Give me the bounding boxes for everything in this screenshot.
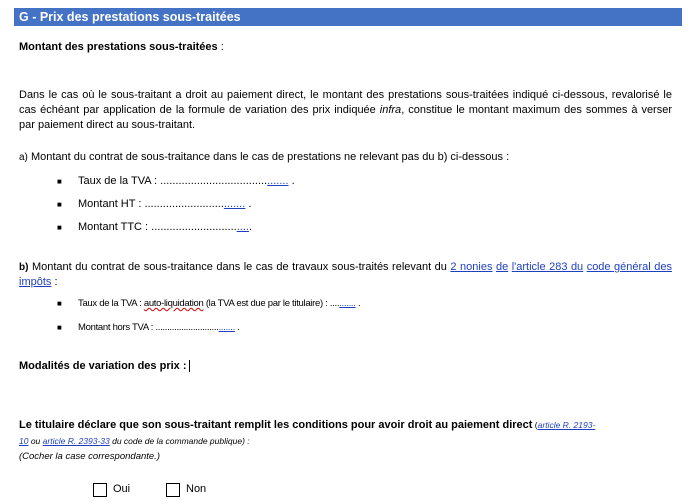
item-label: Taux de la TVA : xyxy=(78,298,144,309)
item-label: Montant TTC : xyxy=(78,221,152,233)
link-article-r2193-10[interactable]: article R. 2193- xyxy=(537,420,596,430)
declaration-instruction-line xyxy=(19,450,160,464)
item-end: . xyxy=(245,198,252,210)
montant-heading-suffix: : xyxy=(217,41,224,53)
part-b-text: Montant du contrat de sous-traitance dans le cas de travaux sous-traités relevant du xyxy=(28,261,451,273)
item-label: Taux de la TVA : xyxy=(78,175,161,187)
part-b-item-1 xyxy=(57,296,361,311)
link-article-r2393-33[interactable]: article R. 2393-33 xyxy=(42,436,110,446)
item-dots[interactable]: .......................... xyxy=(144,198,224,210)
link-cgi[interactable]: code général des impôts xyxy=(19,261,672,288)
oui-checkbox[interactable] xyxy=(93,483,107,497)
auto-liquidation-text: auto-liquidation xyxy=(143,298,204,309)
section-title: G - Prix des prestations sous-traitées xyxy=(19,10,241,24)
montant-heading: Montant des prestations sous-traitées xyxy=(19,41,218,53)
item-dots-field[interactable]: ....... xyxy=(218,322,235,333)
part-a-line xyxy=(19,150,509,165)
bullet-icon: ■ xyxy=(57,177,62,186)
intro-infra: infra xyxy=(379,104,402,116)
link-de[interactable]: de xyxy=(495,261,509,273)
item-dots-field[interactable]: ....... xyxy=(339,298,356,309)
item-end: . xyxy=(248,221,253,233)
item-label: Montant hors TVA : xyxy=(78,322,156,333)
declaration-line-2 xyxy=(19,435,250,447)
intro-text-1: Dans le cas où le sous-traitant a droit au paiement direct, le montant des prestations sous-traitées indiqué ci-dessous, revalorisé le cas échéant par application de la formule de variation des prix indiquée xyxy=(19,89,672,116)
declaration-rest: du code de la commande publique) : xyxy=(109,436,250,446)
modalites-line[interactable] xyxy=(19,359,190,374)
ou-text: ou xyxy=(28,436,43,446)
bullet-icon: ■ xyxy=(57,323,62,332)
part-b-end: : xyxy=(51,276,58,288)
link-2-nonies[interactable]: 2 nonies xyxy=(450,261,493,273)
section-header xyxy=(14,8,682,26)
item-dots-field[interactable]: ....... xyxy=(267,175,289,187)
item-dots[interactable]: ............................ xyxy=(151,221,237,233)
declaration-instruction: (Cocher la case correspondante.) xyxy=(19,451,160,462)
bullet-icon: ■ xyxy=(57,299,62,308)
item-dots-field[interactable]: .... xyxy=(236,221,249,233)
declaration-text: Le titulaire déclare que son sous-traitant remplit les conditions pour avoir droit au paiement direct xyxy=(19,419,533,431)
item-end: . xyxy=(355,298,361,309)
part-b-paragraph xyxy=(19,260,672,290)
non-checkbox[interactable] xyxy=(166,483,180,497)
part-a-letter: a) xyxy=(19,152,28,163)
item-rest: (la TVA est due par le titulaire) : xyxy=(203,298,330,309)
montant-heading-line xyxy=(19,40,224,55)
part-b-letter: b) xyxy=(19,262,29,273)
item-end: . xyxy=(288,175,295,187)
declaration-paragraph xyxy=(19,418,672,433)
bullet-icon: ■ xyxy=(57,223,62,232)
link-article-283[interactable]: l'article 283 du xyxy=(511,261,584,273)
link-article-r2193-10-cont[interactable]: 10 xyxy=(19,436,29,446)
item-dots[interactable]: ................................... xyxy=(160,175,268,187)
montant-intro xyxy=(19,88,672,133)
intro-text-2: , constitue le montant maximum des sommes à verser par paiement direct au sous-traitant. xyxy=(19,104,673,131)
part-a-item-2 xyxy=(57,197,252,212)
oui-label: Oui xyxy=(113,483,131,495)
part-b-item-2 xyxy=(57,320,240,335)
item-dots[interactable]: .... xyxy=(329,298,340,309)
item-end: . xyxy=(234,322,240,333)
modalites-label: Modalités de variation des prix : xyxy=(19,360,187,372)
bullet-icon: ■ xyxy=(57,200,62,209)
part-a-item-1 xyxy=(57,174,295,189)
paren-open: ( xyxy=(532,420,538,430)
non-label: Non xyxy=(186,483,207,495)
item-dots-field[interactable]: ....... xyxy=(223,198,246,210)
part-a-text: Montant du contrat de sous-traitance dans le cas de prestations ne relevant pas du b) ci-dessous : xyxy=(27,151,510,163)
item-dots[interactable]: ........................... xyxy=(155,322,219,333)
text-cursor xyxy=(189,360,190,372)
item-label: Montant HT : xyxy=(78,198,145,210)
part-a-item-3 xyxy=(57,220,253,235)
